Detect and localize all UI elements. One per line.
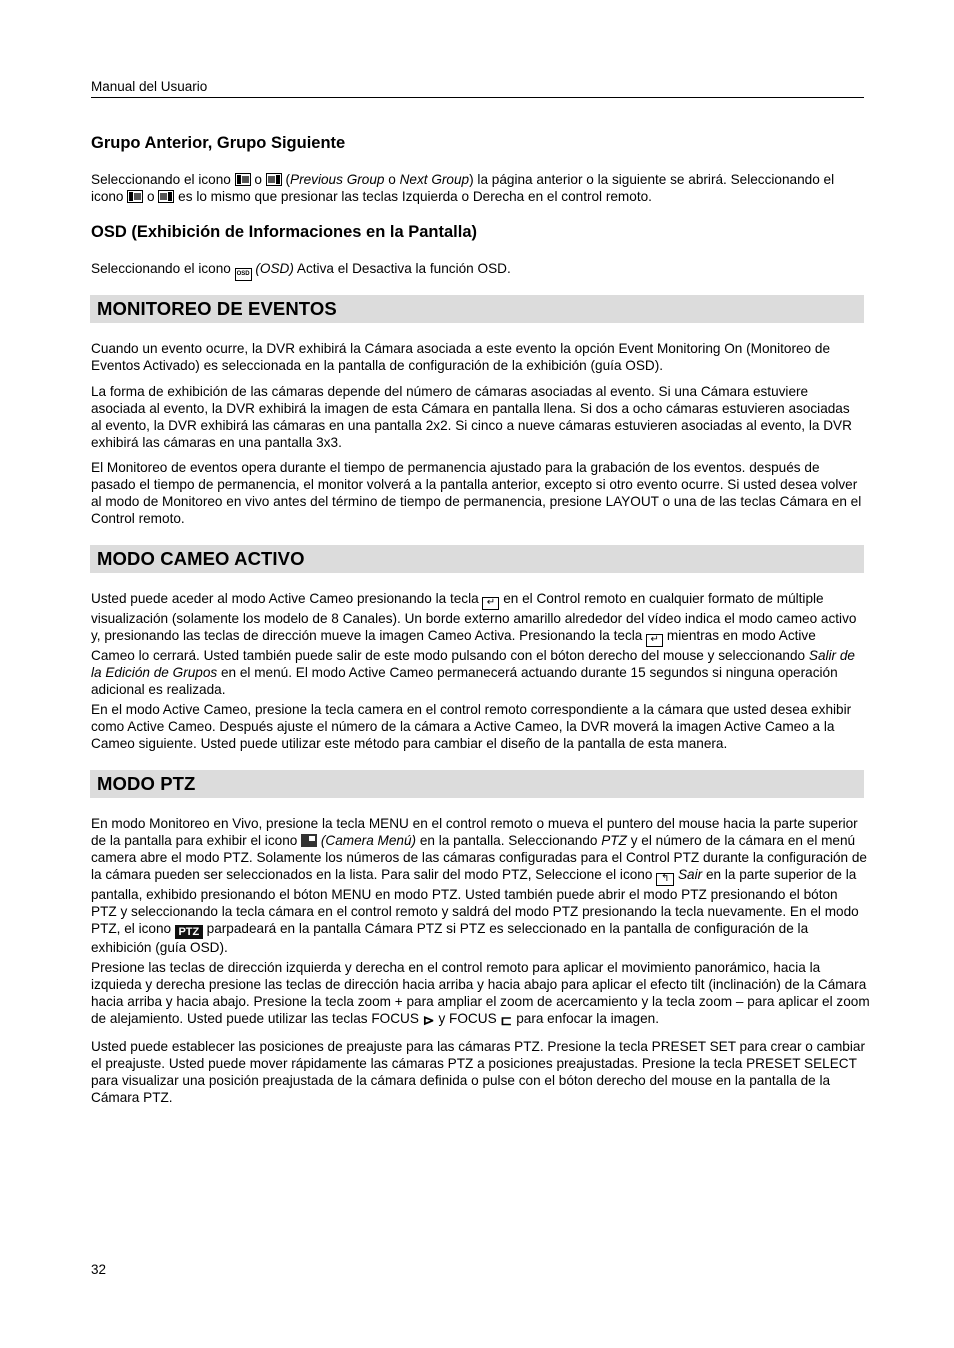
paragraph-ptz-2: Presione las teclas de dirección izquierda y derecha en el control remoto para aplicar el movimiento panorámico, hacia la izquieda y derecha presione las teclas de dirección hacia arriba y hacia abajo para aplicar el efecto tilt (inclinación) de la Cámara hacia arriba y hacia abajo. Presione la tecla zoom + para ampliar el zoom de acercamiento y la tecla zoom – para aplicar el zoom de alejamiento. Usted puede utilizar las teclas FOCUS ⊳ y FOCUS ⊏ para enfocar la imagen. — [91, 960, 870, 1028]
ptz-icon: PTZ — [175, 925, 203, 939]
next-group-icon — [158, 190, 174, 203]
section-title: MONITOREO DE EVENTOS — [97, 298, 337, 319]
section-band-event-monitoring — [90, 295, 864, 323]
paragraph-osd: Seleccionando el icono OSD (OSD) Activa el Desactiva la función OSD. — [91, 260, 871, 281]
paragraph-cameo-1: Usted puede aceder al modo Active Cameo presionando la tecla ↵ en el Control remoto en cualquier formato de múltiple visualización (solamente los modelo de 8 Canales). Un borde externo amarillo alrededor del vídeo indica el modo cameo activo y, presionando las teclas de dirección mueve la imagen Cameo Activa. Presionando la tecla ↵ mientras en modo Active Cameo lo cerrará. Usted también puede salir de este modo pulsando con el bóton derecho del mouse y seleccionando Salir de la Edición de Grupos en el menú. El modo Active Cameo permanecerá actuando durante 15 segundos si ninguna operación adicional es realizada. — [91, 591, 857, 697]
camera-menu-icon — [301, 834, 317, 847]
paragraph-group-nav: Seleccionando el icono o (Previous Group o Next Group) la página anterior o la siguiente se abrirá. Seleccionando el icono o es lo mismo que presionar las teclas Izquierda o Derecha en el control remoto. — [91, 172, 835, 204]
previous-group-icon — [235, 173, 251, 186]
osd-icon: OSD — [235, 268, 252, 281]
paragraph-ptz-1: En modo Monitoreo en Vivo, presione la tecla MENU en el control remoto o mueva el puntero del mouse hacia la parte superior de la pantalla para exhibir el icono (Camera Menú) en la pantalla. Seleccionando PTZ y el número de la cámara en el menú camera abre el modo PTZ. Solamente los números de las cámaras configuradas para el Control PTZ durante la configuración de la cámara pueden ser seleccionados en la lista. Para salir del modo PTZ, Seleccione el icono ↰ Sair en la parte superior de la pantalla, exhibido presionando el bóton MENU en modo PTZ. Usted también puede abrir el modo PTZ presionando el bóton PTZ y seleccionando la tecla cámara en el control remoto y saldrá del modo PTZ presionando la tecla nuevamente. En el modo PTZ, el icono PTZ parpadeará en la pantalla Cámara PTZ si PTZ es seleccionado en la pantalla de configuración de la exhibición (guía OSD). — [91, 816, 867, 955]
focus-far-icon: ⊏ — [500, 1012, 513, 1028]
previous-group-icon — [127, 190, 143, 203]
heading-osd: OSD (Exhibición de Informaciones en la Pantalla) — [91, 223, 478, 241]
section-title: MODO PTZ — [97, 773, 196, 794]
enter-key-icon: ↵ — [482, 597, 499, 610]
next-group-icon — [266, 173, 282, 186]
paragraph-event-1: Cuando un evento ocurre, la DVR exhibirá la Cámara asociada a este evento la opción Event Monitoring On (Monitoreo de Eventos Activado) es seleccionada en la pantalla de configuración de la exhibición (guía OSD). — [91, 341, 831, 373]
paragraph-cameo-2: En el modo Active Cameo, presione la tecla camera en el control remoto correspondiente a la cámara que usted desea exhibir como Active Cameo. Después ajuste el número de la cámara a Active Cameo, la DVR moverá la imagen Active Cameo a la Cameo siguiente. Usted puede utilizar este método para cambiar el diseño de la pantalla de esta manera. — [91, 702, 852, 751]
focus-near-icon: ⊳ — [422, 1012, 435, 1028]
section-band-ptz — [90, 770, 864, 798]
exit-icon: ↰ — [656, 873, 674, 886]
paragraph-event-3: El Monitoreo de eventos opera durante el tiempo de permanencia ajustado para la grabación de los eventos. después de pasado el tiempo de permanencia, el monitor volverá a la pantalla anterior, excepto si otro evento ocurre. Si usted desea volver al modo de Monitoreo en vivo antes del término de tiempo de permanencia, presione LAYOUT o una de las teclas Cámara en el Control remoto. — [91, 460, 862, 526]
page-header: Manual del Usuario — [91, 79, 864, 98]
paragraph-ptz-3: Usted puede establecer las posiciones de preajuste para las cámaras PTZ. Presione la tecla PRESET SET para crear o cambiar el preajuste. Usted puede mover rápidamente las cámaras PTZ a posiciones preajustadas. Presione la tecla PRESET SELECT para visualizar una posición preajustada de la cámara definida o pulse con el bóton derecho del mouse en la pantalla de la Cámara PTZ. — [91, 1039, 865, 1105]
paragraph-event-2: La forma de exhibición de las cámaras depende del número de cámaras asociadas al evento. Si una Cámara estuviere asociada al evento, la DVR exhibirá la imagen de esta Cámara en pantalla llena. Si dos a ocho cámaras estuvieren asociadas al evento, la DVR exhibirá las cámaras en una pantalla 2x2. Si cinco a nueve cámaras estuvieren asociadas al evento, la DVR exhibirá las cámaras en una pantalla 3x3. — [91, 384, 852, 450]
enter-key-icon: ↵ — [646, 634, 663, 647]
page-number: 32 — [91, 1262, 107, 1277]
section-title: MODO CAMEO ACTIVO — [97, 548, 305, 569]
section-band-active-cameo — [90, 545, 864, 573]
heading-group-nav: Grupo Anterior, Grupo Siguiente — [91, 134, 346, 152]
